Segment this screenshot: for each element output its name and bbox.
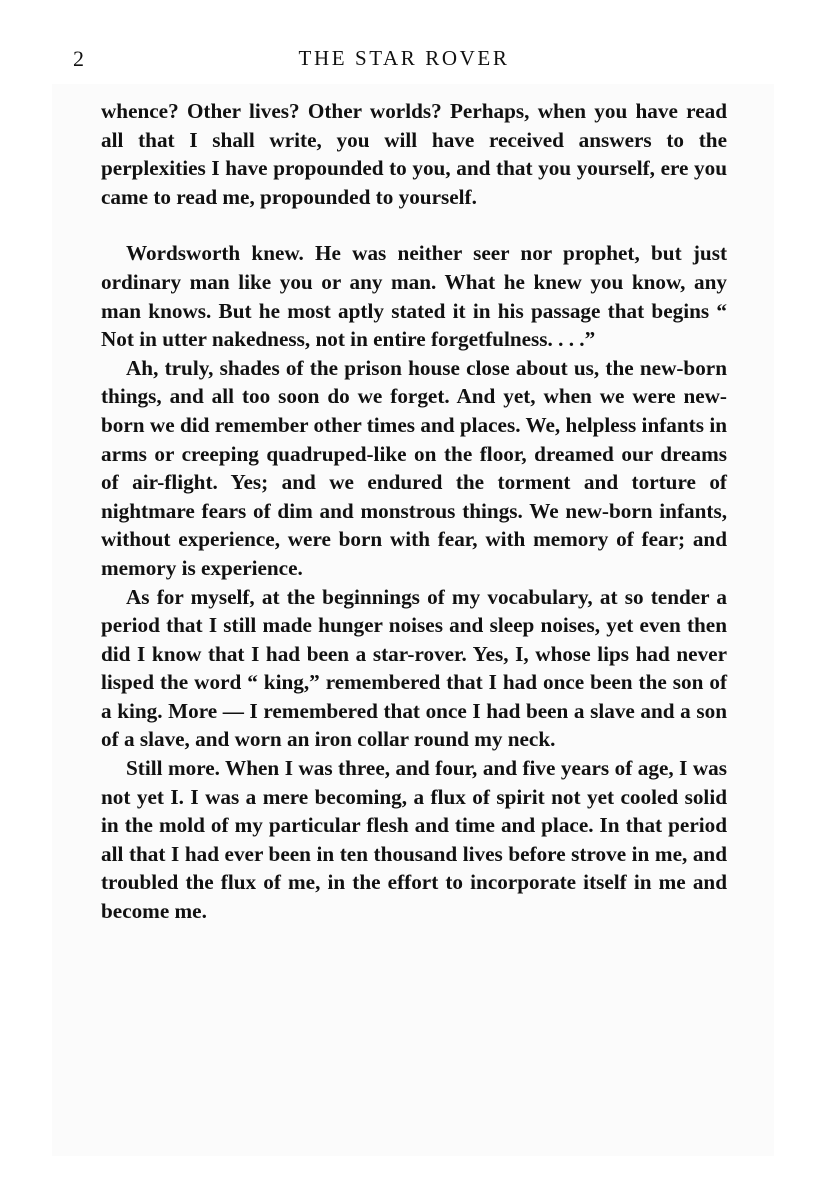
paragraph-myself: As for myself, at the beginnings of my vocabulary, at so tender a period that I still made hunger noises and sleep noises, yet even then did I know that I had been a star-rover. Yes, I, whose lips had never lisped the word “ king,” remembered that I had once been the son of a king. More — I remembered that once I had been a slave and a son of a slave, and worn an iron collar round my neck. <box>101 584 727 752</box>
paragraph-still-more: Still more. When I was three, and four, and five years of age, I was not yet I. I was a mere becoming, a flux of spirit not yet cooled solid in the mold of my particular flesh and time and place. In that period all that I had ever been in ten thousand lives before strove in me, and troubled the flux of me, in the effort to incorporate itself in me and become me. <box>101 756 727 924</box>
paragraph-continuation: whence? Other lives? Other worlds? Perhaps, when you have read all that I shall write, you will have received answers to the perplexities I have propounded to you, and that you yourself, ere you came to read me, propounded to yourself. <box>101 99 727 209</box>
page-number: 2 <box>73 46 85 71</box>
paragraph-shades: Ah, truly, shades of the prison house close about us, the new-born things, and all too soon do we forget. And yet, when we were new-born we did remember other times and places. We, helpless infants in arms or creeping quadruped-like on the floor, dreamed our dreams of air-flight. Yes; and we endured the torment and torture of nightmare fears of dim and monstrous things. We new-born infants, without experience, were born with fear, with memory of fear; and memory is experience. <box>101 355 727 580</box>
body-text <box>101 97 727 926</box>
paragraph-wordsworth: Wordsworth knew. He was neither seer nor prophet, but just ordinary man like you or any man. What he knew you know, any man knows. But he most aptly stated it in his passage that begins “ Not in utter nakedness, not in entire forgetfulness. . . .” <box>101 241 727 352</box>
running-title: THE STAR ROVER <box>298 46 510 70</box>
